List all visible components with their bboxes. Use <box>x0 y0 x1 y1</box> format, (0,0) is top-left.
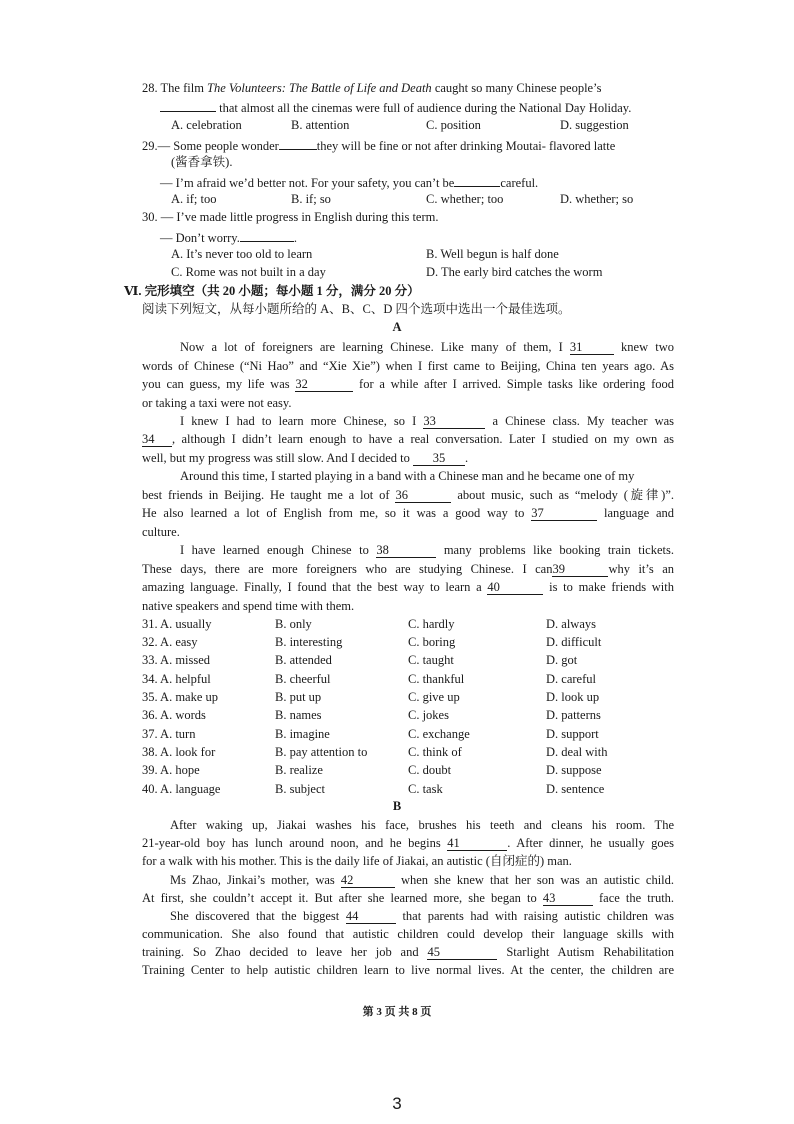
answer-blank <box>454 173 500 187</box>
passage-text: training. So Zhao decided to leave her job and <box>142 945 419 959</box>
passage-text: These days, there are more foreigners who are studying Chinese. I can <box>142 562 553 576</box>
passage-text: He also learned a lot of English from me, so it was a good way to <box>142 506 525 520</box>
choice-d: D. careful <box>546 672 596 686</box>
choice-d: D. deal with <box>546 745 608 759</box>
blank-44: 44 <box>346 910 396 924</box>
choice-d: D. patterns <box>546 708 601 722</box>
choice-a: 34. A. helpful <box>142 672 211 686</box>
passage-b-line: communication. She also found that autistic children could develop their language skills with <box>142 927 674 941</box>
choice-c: C. exchange <box>408 727 470 741</box>
passage-b-line: for a walk with his mother. This is the daily life of Jiakai, an autistic (自闭症的) man. <box>142 854 572 868</box>
passage-text: Ms Zhao, Jinkai’s mother, was <box>170 873 335 887</box>
passage-text: a Chinese class. My teacher was <box>492 414 675 428</box>
option-a: A. It’s never too old to learn <box>171 247 313 261</box>
blank-34: 34 <box>142 433 172 447</box>
passage-a-line <box>142 579 674 595</box>
passage-a-line <box>180 413 674 429</box>
page-footer: 第 3 页 共 8 页 <box>362 1006 432 1018</box>
blank-42: 42 <box>341 874 395 888</box>
option-c: C. position <box>426 118 481 132</box>
choice-a: 36. A. words <box>142 708 206 722</box>
passage-text: you can guess, my life was <box>142 377 290 391</box>
passage-text: well, but my progress was still slow. And I decided to <box>142 451 410 465</box>
blank-35: 35 <box>413 452 465 466</box>
q29-text: careful. <box>500 176 539 190</box>
passage-a-line <box>142 450 468 466</box>
passage-a-line: words of Chinese (“Ni Hao” and “Xie Xie”) when I first came to Beijing, China ten years ago. As <box>142 359 674 373</box>
passage-b-line: Training Center to help autistic children learn to live normal lives. At the center, the children are <box>142 963 674 977</box>
q30-text: . <box>293 231 297 245</box>
passage-text: She discovered that the biggest <box>170 909 340 923</box>
choice-a: 35. A. make up <box>142 690 219 704</box>
passage-a-line <box>142 487 674 503</box>
passage-text: why it’s an <box>608 562 675 576</box>
choice-a: 40. A. language <box>142 782 221 796</box>
option-c: C. whether; too <box>426 192 504 206</box>
choice-b: B. subject <box>275 782 325 796</box>
passage-text: when she knew that her son was an autistic child. <box>400 873 675 887</box>
passage-text: At first, she couldn’t accept it. But after she learned more, she began to <box>142 891 537 905</box>
choice-c: C. think of <box>408 745 462 759</box>
passage-a-line: culture. <box>142 525 180 539</box>
choice-d: D. look up <box>546 690 600 704</box>
choice-a: 38. A. look for <box>142 745 216 759</box>
choice-b: B. imagine <box>275 727 330 741</box>
passage-a-line <box>142 376 674 392</box>
choice-c: C. taught <box>408 653 454 667</box>
passage-text: many problems like booking train tickets. <box>443 543 674 557</box>
option-a: A. celebration <box>171 118 242 132</box>
answer-blank <box>279 136 317 150</box>
choice-b: B. pay attention to <box>275 745 368 759</box>
option-b: B. Well begun is half done <box>426 247 559 261</box>
choice-c: C. jokes <box>408 708 449 722</box>
passage-a-line <box>142 431 674 447</box>
choice-a: 37. A. turn <box>142 727 196 741</box>
blank-33: 33 <box>423 415 485 429</box>
answer-blank <box>240 228 294 242</box>
choice-b: B. put up <box>275 690 322 704</box>
option-d: D. suggestion <box>560 118 629 132</box>
option-a: A. if; too <box>171 192 217 206</box>
q30-text: 30. — I’ve made little progress in English during this term. <box>142 210 439 224</box>
passage-a-line <box>142 561 674 577</box>
option-d: D. whether; so <box>560 192 634 206</box>
passage-text: Now a lot of foreigners are learning Chinese. Like many of them, I <box>180 340 563 354</box>
passage-a-line: native speakers and spend time with them. <box>142 599 355 613</box>
passage-text: I knew I had to learn more Chinese, so I <box>180 414 417 428</box>
choice-b: B. interesting <box>275 635 343 649</box>
choice-a: 31. A. usually <box>142 617 212 631</box>
choice-d: D. difficult <box>546 635 602 649</box>
choice-a: 33. A. missed <box>142 653 211 667</box>
option-b: B. attention <box>291 118 350 132</box>
choice-b: B. only <box>275 617 312 631</box>
passage-a-line: or taking a taxi were not easy. <box>142 396 292 410</box>
passage-text: language and <box>604 506 675 520</box>
choice-d: D. got <box>546 653 578 667</box>
passage-text: Starlight Autism Rehabilitation <box>506 945 675 959</box>
passage-a-line <box>180 339 674 355</box>
choice-d: D. suppose <box>546 763 602 777</box>
q29-text: 29.— Some people wonder <box>142 139 279 153</box>
choice-c: C. task <box>408 782 443 796</box>
passage-text: , although I didn’t learn enough to have a real conversation. Later I studied on my own as <box>172 432 674 446</box>
blank-39: 39 <box>552 563 608 577</box>
choice-b: B. attended <box>275 653 332 667</box>
q30-line2 <box>160 228 297 246</box>
passage-a-label: A <box>392 320 402 334</box>
choice-b: B. cheerful <box>275 672 331 686</box>
section-instruction: 阅读下列短文，从每小题所给的 A、B、C、D 四个选项中选出一个最佳选项。 <box>142 302 571 316</box>
blank-31: 31 <box>570 341 614 355</box>
q28-text: 28. The film <box>142 81 208 95</box>
passage-a-line <box>142 505 674 521</box>
blank-37: 37 <box>531 507 597 521</box>
passage-text: 21-year-old boy has lunch around noon, and he begins <box>142 836 441 850</box>
choice-c: C. boring <box>408 635 456 649</box>
choice-a: 32. A. easy <box>142 635 198 649</box>
q30-text: — Don’t worry. <box>160 231 240 245</box>
passage-text: that parents had with raising autistic children was <box>402 909 675 923</box>
passage-text: face the truth. <box>599 891 675 905</box>
q29-text: (酱香拿铁). <box>171 155 233 169</box>
passage-b-line <box>142 835 674 851</box>
passage-a-line <box>180 542 674 558</box>
blank-41: 41 <box>447 837 507 851</box>
passage-text: I have learned enough Chinese to <box>180 543 369 557</box>
q29-text: — I’m afraid we’d better not. For your safety, you can’t be <box>160 176 455 190</box>
blank-40: 40 <box>487 581 543 595</box>
blank-36: 36 <box>395 489 451 503</box>
q28-text: caught so many Chinese people’s <box>431 81 602 95</box>
passage-b-line: After waking up, Jiakai washes his face, brushes his teeth and cleans his room. The <box>170 818 674 832</box>
passage-text: . After dinner, he usually goes <box>507 836 675 850</box>
choice-b: B. names <box>275 708 322 722</box>
passage-b-line <box>142 944 674 960</box>
passage-text: about music, such as “melody (旋律)”. <box>457 488 675 502</box>
passage-text: . <box>465 451 469 465</box>
passage-text: amazing language. Finally, I found that the best way to learn a <box>142 580 482 594</box>
passage-text: is to make friends with <box>549 580 675 594</box>
passage-b-line <box>170 908 674 924</box>
blank-38: 38 <box>376 544 436 558</box>
film-title: The Volunteers: The Battle of Life and Death <box>207 81 432 95</box>
page-number: 3 <box>392 1094 402 1113</box>
choice-c: C. thankful <box>408 672 465 686</box>
q28-text: that almost all the cinemas were full of audience during the National Day Holiday. <box>216 101 632 115</box>
passage-b-line <box>170 872 674 888</box>
choice-c: C. give up <box>408 690 460 704</box>
choice-d: D. support <box>546 727 599 741</box>
q29-line1 <box>142 136 615 154</box>
option-c: C. Rome was not built in a day <box>171 265 326 279</box>
choice-c: C. hardly <box>408 617 455 631</box>
choice-d: D. always <box>546 617 596 631</box>
passage-b-label: B <box>392 799 402 813</box>
blank-43: 43 <box>543 892 593 906</box>
q29-line3 <box>160 173 538 191</box>
passage-text: best friends in Beijing. He taught me a lot of <box>142 488 390 502</box>
blank-32: 32 <box>295 378 353 392</box>
choice-b: B. realize <box>275 763 323 777</box>
passage-b-line <box>142 890 674 906</box>
choice-a: 39. A. hope <box>142 763 200 777</box>
passage-a-line: Around this time, I started playing in a band with a Chinese man and he became one of my <box>180 469 635 483</box>
blank-45: 45 <box>427 946 497 960</box>
choice-c: C. doubt <box>408 763 452 777</box>
option-b: B. if; so <box>291 192 331 206</box>
section-title: Ⅵ. 完形填空（共 20 小题；每小题 1 分，满分 20 分） <box>124 284 420 298</box>
answer-blank <box>160 98 216 112</box>
passage-text: for a while after I arrived. Simple tasks like ordering food <box>359 377 675 391</box>
q28-line2 <box>160 98 631 116</box>
q29-text: they will be fine or not after drinking Moutai- flavored latte <box>316 139 616 153</box>
passage-text: knew two <box>621 340 675 354</box>
q28-line1 <box>142 80 601 96</box>
option-d: D. The early bird catches the worm <box>426 265 603 279</box>
choice-d: D. sentence <box>546 782 605 796</box>
